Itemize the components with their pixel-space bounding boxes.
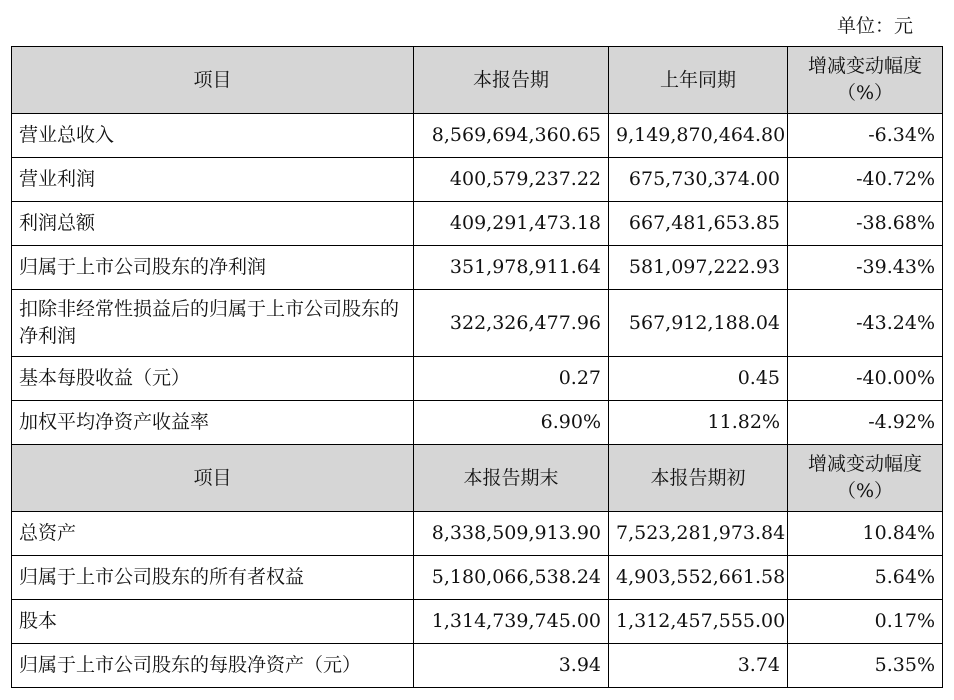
row-current: 400,579,237.22	[414, 158, 609, 202]
row-change: 10.84%	[788, 512, 943, 556]
table-row	[12, 114, 943, 158]
row-item: 加权平均净资产收益率	[12, 401, 414, 445]
row-prior: 675,730,374.00	[609, 158, 788, 202]
row-prior: 9,149,870,464.80	[609, 114, 788, 158]
row-prior: 3.74	[609, 644, 788, 688]
table-row	[12, 158, 943, 202]
header-change-line1: 增减变动幅度	[807, 55, 922, 77]
row-item: 营业利润	[12, 158, 414, 202]
header-change-line2: （%）	[836, 82, 894, 104]
table-row	[12, 246, 943, 290]
row-current: 351,978,911.64	[414, 246, 609, 290]
row-prior: 581,097,222.93	[609, 246, 788, 290]
row-change: -39.43%	[788, 246, 943, 290]
row-current: 8,569,694,360.65	[414, 114, 609, 158]
row-item: 总资产	[12, 512, 414, 556]
row-item: 扣除非经常性损益后的归属于上市公司股东的净利润	[12, 290, 414, 357]
table-row	[12, 512, 943, 556]
header-prior-period: 上年同期	[609, 47, 788, 114]
row-prior: 667,481,653.85	[609, 202, 788, 246]
row-current: 5,180,066,538.24	[414, 556, 609, 600]
row-item: 归属于上市公司股东的净利润	[12, 246, 414, 290]
row-item: 归属于上市公司股东的所有者权益	[12, 556, 414, 600]
row-current: 0.27	[414, 357, 609, 401]
table-row	[12, 202, 943, 246]
row-item: 股本	[12, 600, 414, 644]
row-item: 基本每股收益（元）	[12, 357, 414, 401]
row-current: 322,326,477.96	[414, 290, 609, 357]
table-row	[12, 600, 943, 644]
row-current: 409,291,473.18	[414, 202, 609, 246]
row-prior: 1,312,457,555.00	[609, 600, 788, 644]
row-item: 营业总收入	[12, 114, 414, 158]
row-item: 利润总额	[12, 202, 414, 246]
row-current: 6.90%	[414, 401, 609, 445]
header-item: 项目	[12, 445, 414, 512]
row-change: -43.24%	[788, 290, 943, 357]
table-row	[12, 290, 943, 357]
row-change: 5.35%	[788, 644, 943, 688]
table-row	[12, 357, 943, 401]
row-prior: 7,523,281,973.84	[609, 512, 788, 556]
row-change: -40.00%	[788, 357, 943, 401]
row-item: 归属于上市公司股东的每股净资产（元）	[12, 644, 414, 688]
header-change	[788, 445, 943, 512]
row-current: 1,314,739,745.00	[414, 600, 609, 644]
header-change-line1: 增减变动幅度	[807, 453, 922, 475]
table-row	[12, 644, 943, 688]
header-current-period: 本报告期	[414, 47, 609, 114]
header-period-start: 本报告期初	[609, 445, 788, 512]
row-change: 5.64%	[788, 556, 943, 600]
row-change: -6.34%	[788, 114, 943, 158]
header-change-line2: （%）	[836, 480, 894, 502]
row-current: 3.94	[414, 644, 609, 688]
row-change: -4.92%	[788, 401, 943, 445]
table-header-row	[12, 47, 943, 114]
row-change: -38.68%	[788, 202, 943, 246]
header-change	[788, 47, 943, 114]
table-row	[12, 556, 943, 600]
row-change: 0.17%	[788, 600, 943, 644]
row-prior: 0.45	[609, 357, 788, 401]
table-header-row	[12, 445, 943, 512]
row-change: -40.72%	[788, 158, 943, 202]
table-row	[12, 401, 943, 445]
row-prior: 567,912,188.04	[609, 290, 788, 357]
row-prior: 4,903,552,661.58	[609, 556, 788, 600]
header-period-end: 本报告期末	[414, 445, 609, 512]
row-current: 8,338,509,913.90	[414, 512, 609, 556]
unit-label: 单位：元	[836, 15, 913, 37]
row-prior: 11.82%	[609, 401, 788, 445]
header-item: 项目	[12, 47, 414, 114]
financial-summary-table	[11, 46, 943, 688]
